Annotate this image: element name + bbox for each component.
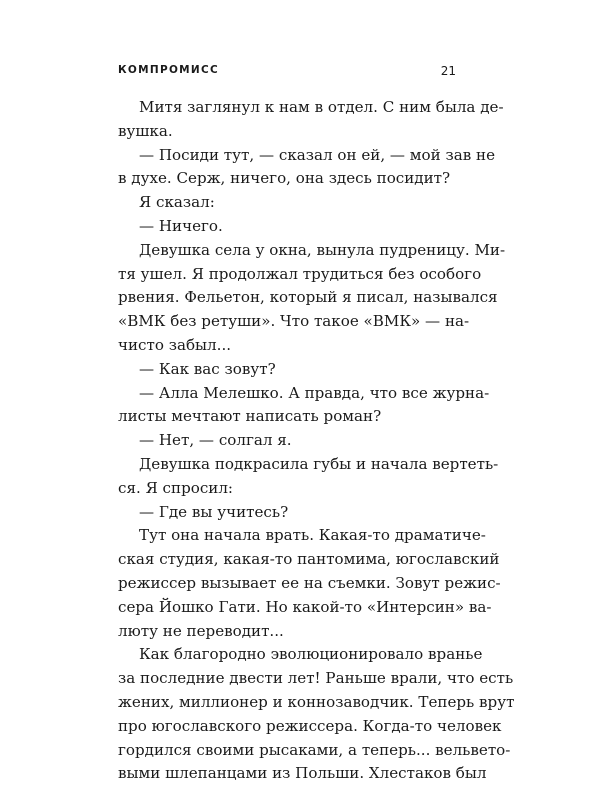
page-header	[118, 64, 456, 84]
text-line: ся. Я спросил:	[118, 478, 234, 497]
running-title: КОМПРОМИСС	[118, 64, 220, 76]
text-line: тя ушел. Я продолжал трудиться без особого	[118, 264, 482, 283]
text-line: Девушка села у окна, вынула пудреницу. Ми-	[139, 240, 506, 259]
text-line: в духе. Серж, ничего, она здесь посидит?	[118, 169, 451, 188]
text-line: вушка.	[118, 121, 173, 140]
text-line: сера Йошко Гати. Но какой-то «Интерсин» ва-	[118, 597, 492, 616]
text-line: Тут она начала врать. Какая-то драматиче-	[139, 526, 486, 545]
text-line: про югославского режиссера. Когда-то человек	[118, 716, 502, 735]
text-line: выми шлепанцами из Польши. Хлестаков был	[118, 764, 487, 783]
body-text	[118, 96, 515, 786]
text-line: Митя заглянул к нам в отдел. С ним была де-	[139, 98, 504, 116]
text-line: — Ничего.	[139, 216, 223, 235]
text-line: — Как вас зовут?	[139, 359, 276, 378]
text-line: за последние двести лет! Раньше врали, что есть	[118, 669, 514, 688]
text-line: Девушка подкрасила губы и начала вертеть-	[139, 454, 499, 473]
text-line: — Посиди тут, — сказал он ей, — мой зав не	[139, 145, 496, 164]
page-number: 21	[440, 64, 456, 78]
text-line: — Алла Мелешко. А правда, что все журна-	[139, 383, 490, 402]
text-line: листы мечтают написать роман?	[118, 407, 382, 426]
text-line: «ВМК без ретуши». Что такое «ВМК» — на-	[118, 312, 470, 331]
text-line: жених, миллионер и коннозаводчик. Теперь врут	[118, 692, 515, 711]
text-line: люту не переводит...	[118, 621, 284, 640]
text-line: режиссер вызывает ее на съемки. Зовут режис-	[118, 573, 501, 592]
text-line: ская студия, какая-то пантомима, югославский	[118, 550, 500, 569]
text-line: рвения. Фельетон, который я писал, назывался	[118, 288, 498, 307]
text-line: Как благородно эволюционировало вранье	[139, 645, 483, 664]
text-line: Я сказал:	[139, 193, 215, 212]
text-line: — Нет, — солгал я.	[139, 431, 292, 450]
text-line: чисто забыл...	[118, 335, 232, 354]
text-line: — Где вы учитесь?	[139, 502, 289, 521]
text-line: гордился своими рысаками, а теперь... вельвето-	[118, 740, 511, 759]
